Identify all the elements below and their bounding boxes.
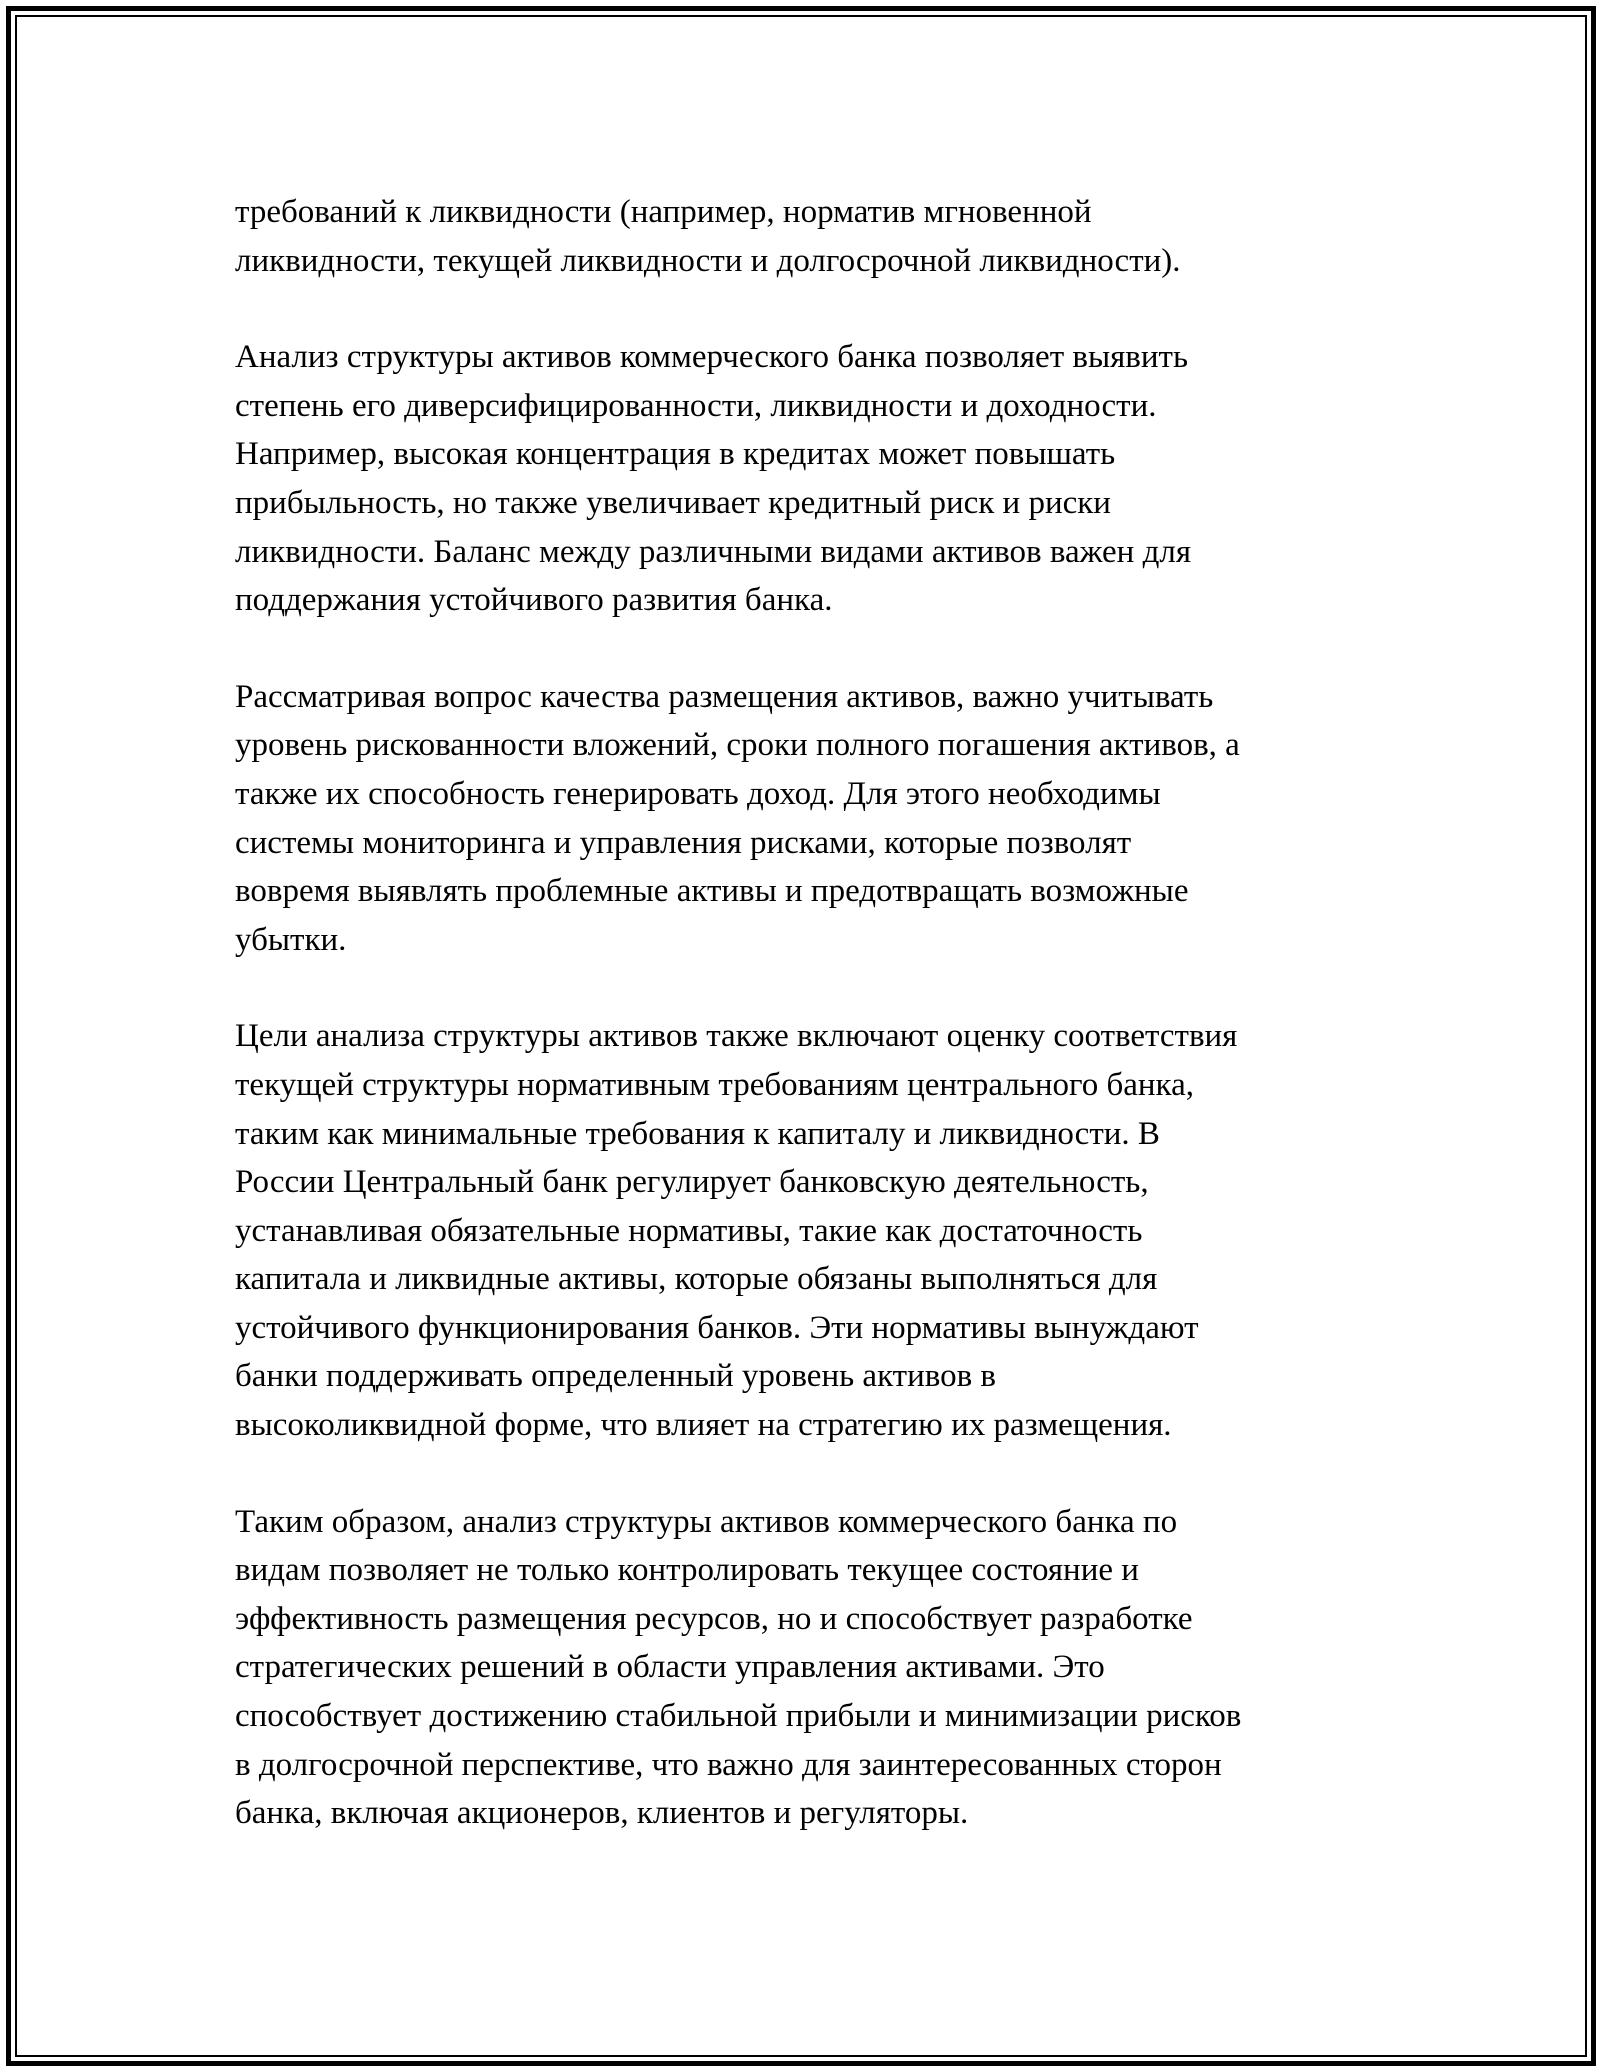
text-line: уровень рискованности вложений, сроки полного погашения активов, а [235,727,1240,764]
text-line: вовремя выявлять проблемные активы и предотвращать возможные [235,873,1189,910]
text-line: также их способность генерировать доход. Для этого необходимы [235,775,1161,812]
text-line: таким как минимальные требования к капиталу и ликвидности. В [235,1115,1160,1152]
text-line: банки поддерживать определенный уровень активов в [235,1358,997,1395]
text-line: способствует достижению стабильной прибыли и минимизации рисков [235,1698,1242,1735]
text-line: высоколиквидной форме, что влияет на стратегию их размещения. [235,1407,1172,1444]
paragraph [235,1012,1415,1449]
text-line: устанавливая обязательные нормативы, такие как достаточность [235,1212,1143,1249]
text-line: поддержания устойчивого развития банка. [235,582,833,619]
text-line: стратегических решений в области управления активами. Это [235,1649,1105,1686]
text-line: ликвидности. Баланс между различными видами активов важен для [235,533,1192,570]
paragraph [235,333,1415,625]
text-line: системы мониторинга и управления рисками, которые позволят [235,824,1132,861]
text-line: текущей структуры нормативным требованиям центрального банка, [235,1066,1194,1103]
text-line: требований к ликвидности (например, норматив мгновенной [235,194,1092,230]
text-line: прибыльность, но также увеличивает кредитный риск и риски [235,484,1111,521]
text-line: Таким образом, анализ структуры активов коммерческого банка по [235,1503,1178,1540]
paragraph [235,1498,1415,1838]
text-line: Например, высокая концентрация в кредитах может повышать [235,436,1116,473]
paragraph [235,188,1415,285]
text-line: в долгосрочной перспективе, что важно для заинтересованных сторон [235,1746,1222,1783]
paragraph [235,673,1415,965]
text-line: Анализ структуры активов коммерческого банка позволяет выявить [235,339,1189,376]
text-line: степень его диверсифицированности, ликвидности и доходности. [235,387,1157,424]
document-body [235,188,1415,1886]
text-line: устойчивого функционирования банков. Эти нормативы вынуждают [235,1309,1199,1346]
text-line: Цели анализа структуры активов также включают оценку соответствия [235,1018,1238,1055]
text-line: Рассматривая вопрос качества размещения активов, важно учитывать [235,678,1214,715]
text-line: убытки. [235,921,347,958]
text-line: капитала и ликвидные активы, которые обязаны выполняться для [235,1261,1158,1298]
text-line: банка, включая акционеров, клиентов и регуляторы. [235,1795,969,1832]
text-line: эффективность размещения ресурсов, но и способствует разработке [235,1600,1193,1637]
text-line: ликвидности, текущей ликвидности и долгосрочной ликвидности). [235,242,1181,279]
text-line: России Центральный банк регулирует банковскую деятельность, [235,1164,1149,1201]
text-line: видам позволяет не только контролировать текущее состояние и [235,1552,1139,1589]
